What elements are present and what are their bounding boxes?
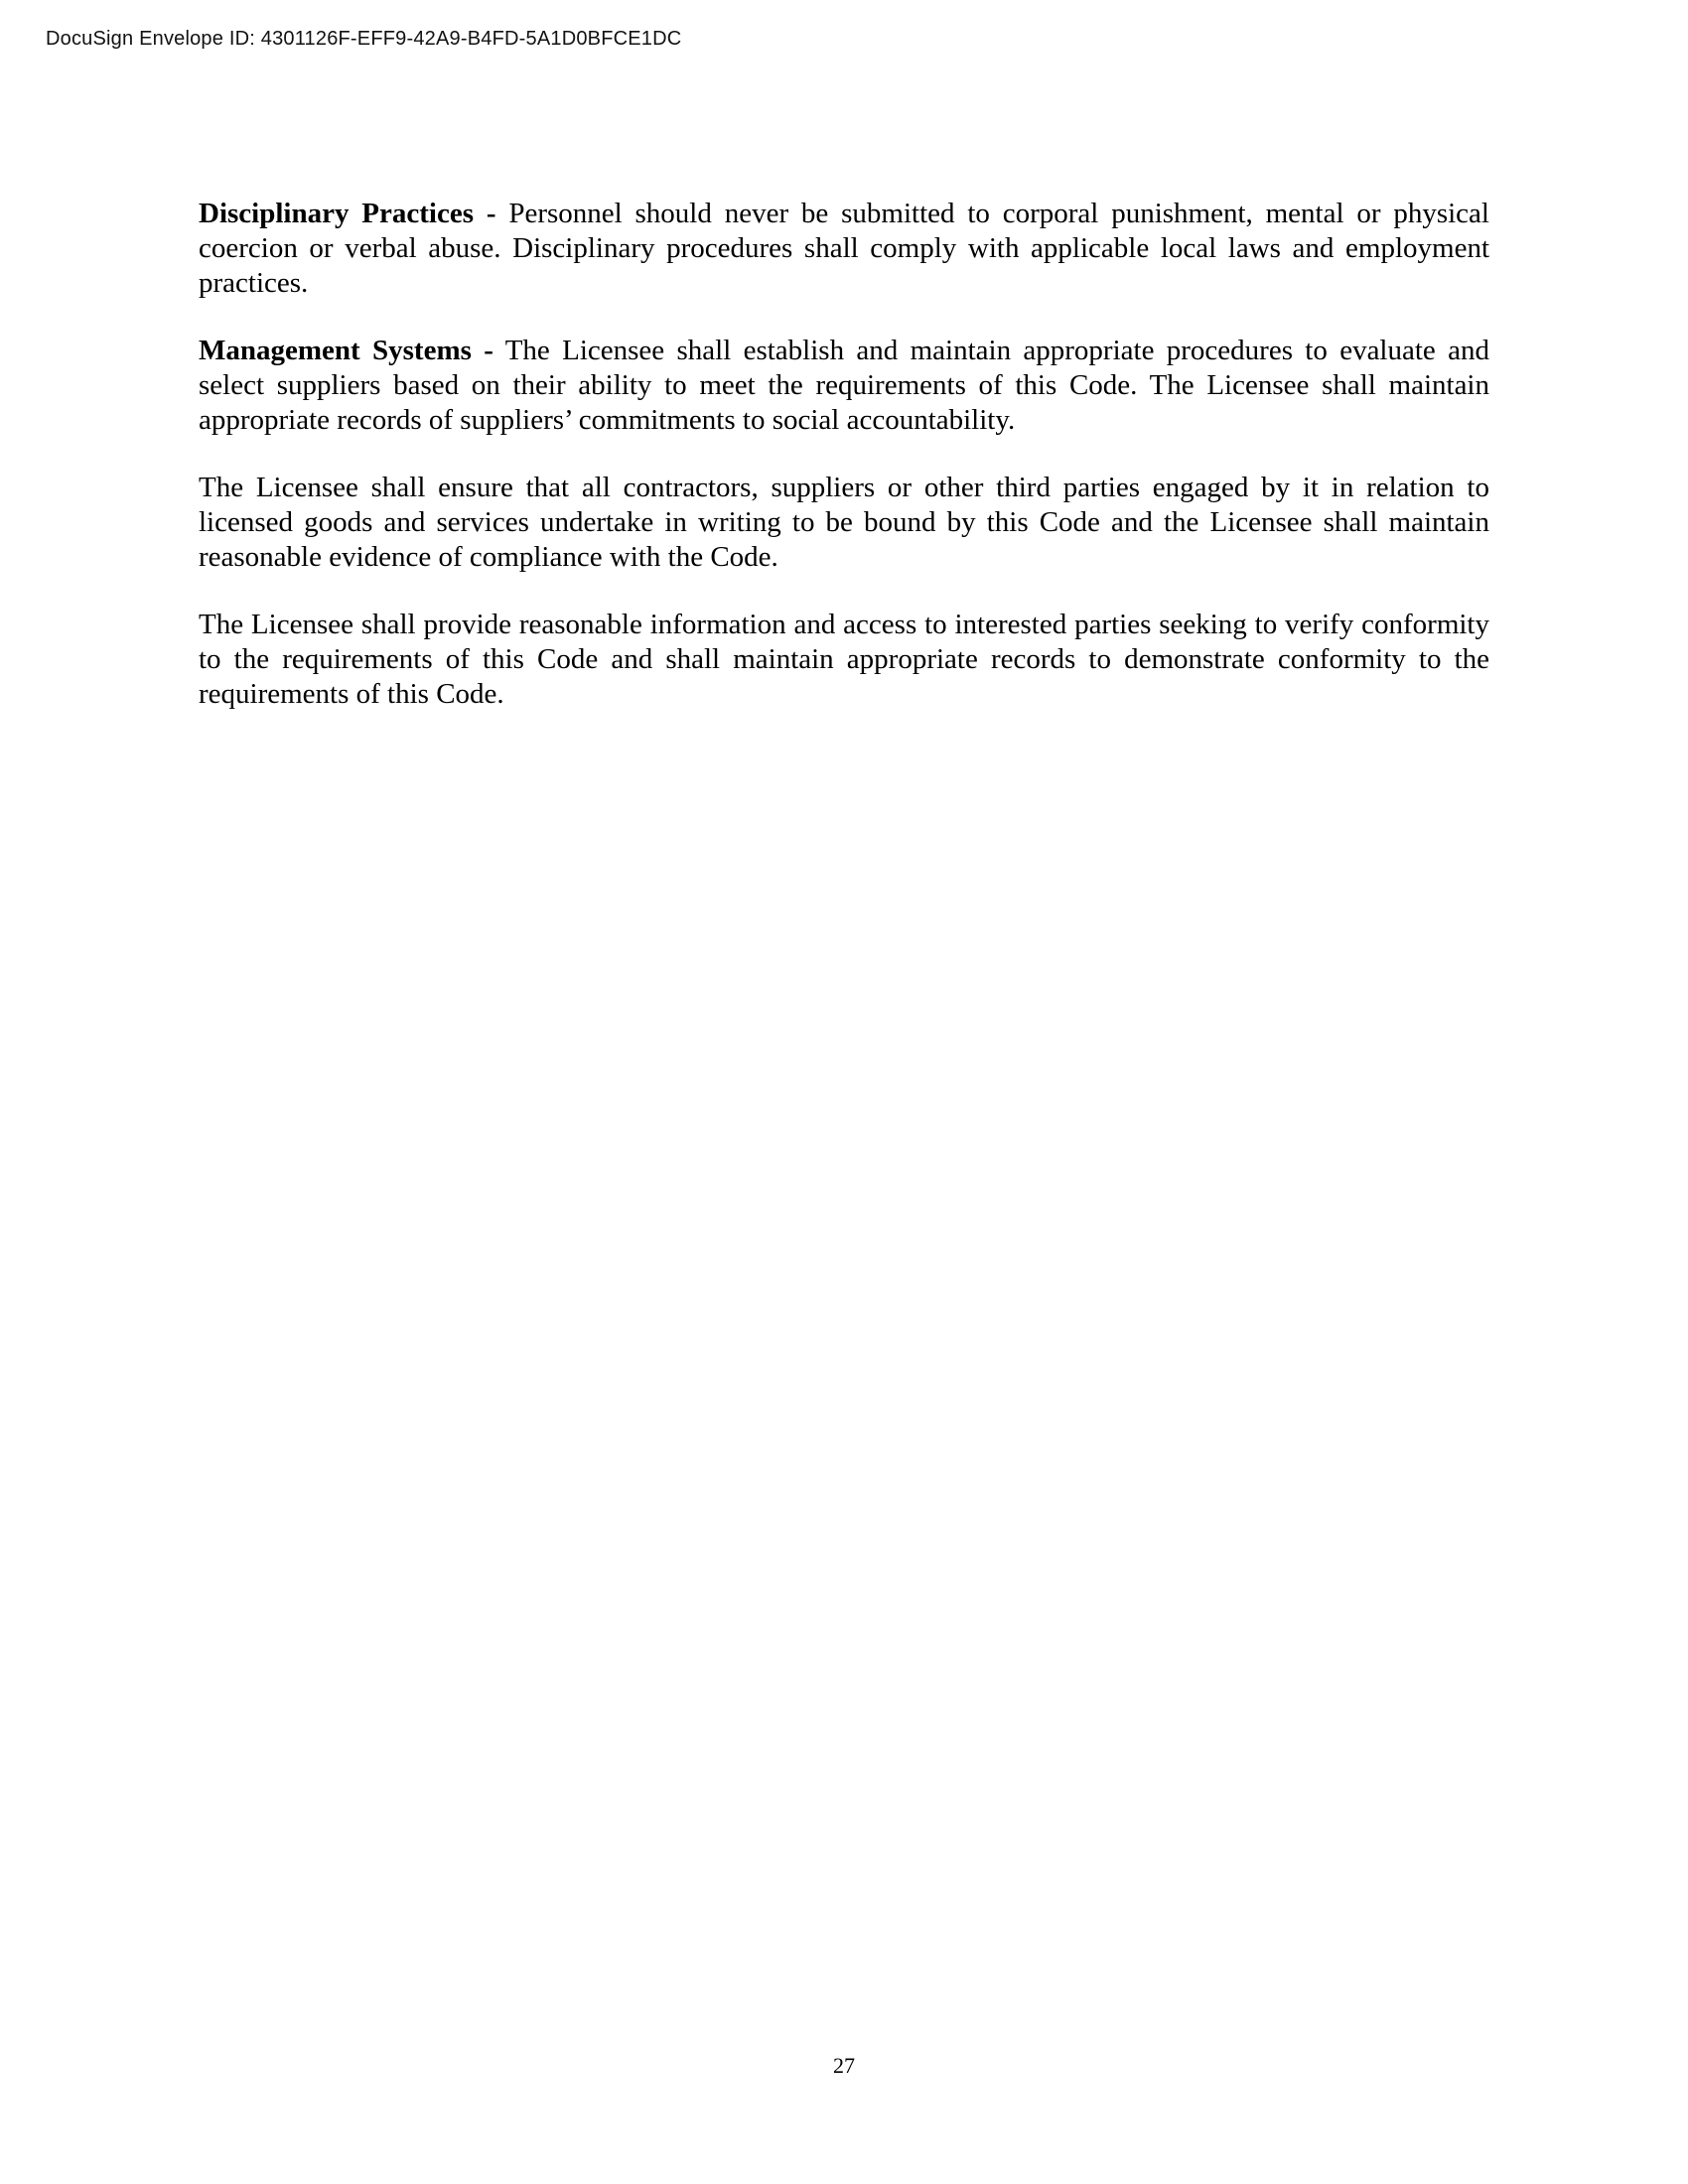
paragraph-information-access [199,608,1489,712]
paragraph-text: Personnel should never be submitted to corporal punishment, mental or physical coercion or verbal abuse. Disciplinary procedures shall comply with applicable local laws and employment practices. [199,198,1489,299]
paragraph-disciplinary-practices [199,197,1489,301]
page-number: 27 [833,2053,855,2078]
paragraph-contractors [199,471,1489,575]
paragraph-management-systems [199,334,1489,438]
document-body [199,197,1489,745]
envelope-id: DocuSign Envelope ID: 4301126F-EFF9-42A9-B4FD-5A1D0BFCE1DC [46,28,682,50]
paragraph-text: The Licensee shall ensure that all contractors, suppliers or other third parties engaged by it in relation to licensed goods and services undertake in writing to be bound by this Code and the Licensee shall maintain reasonable evidence of compliance with the Code. [199,472,1489,573]
paragraph-heading: Management Systems - [199,335,493,366]
paragraph-text: The Licensee shall establish and maintain appropriate procedures to evaluate and select suppliers based on their ability to meet the requirements of this Code. The Licensee shall maintain appropriate records of suppliers’ commitments to social accountability. [199,335,1489,436]
paragraph-text: The Licensee shall provide reasonable information and access to interested parties seeking to verify conformity to the requirements of this Code and shall maintain appropriate records to demonstrate conformity to the requirements of this Code. [199,609,1489,710]
paragraph-heading: Disciplinary Practices - [199,198,496,229]
